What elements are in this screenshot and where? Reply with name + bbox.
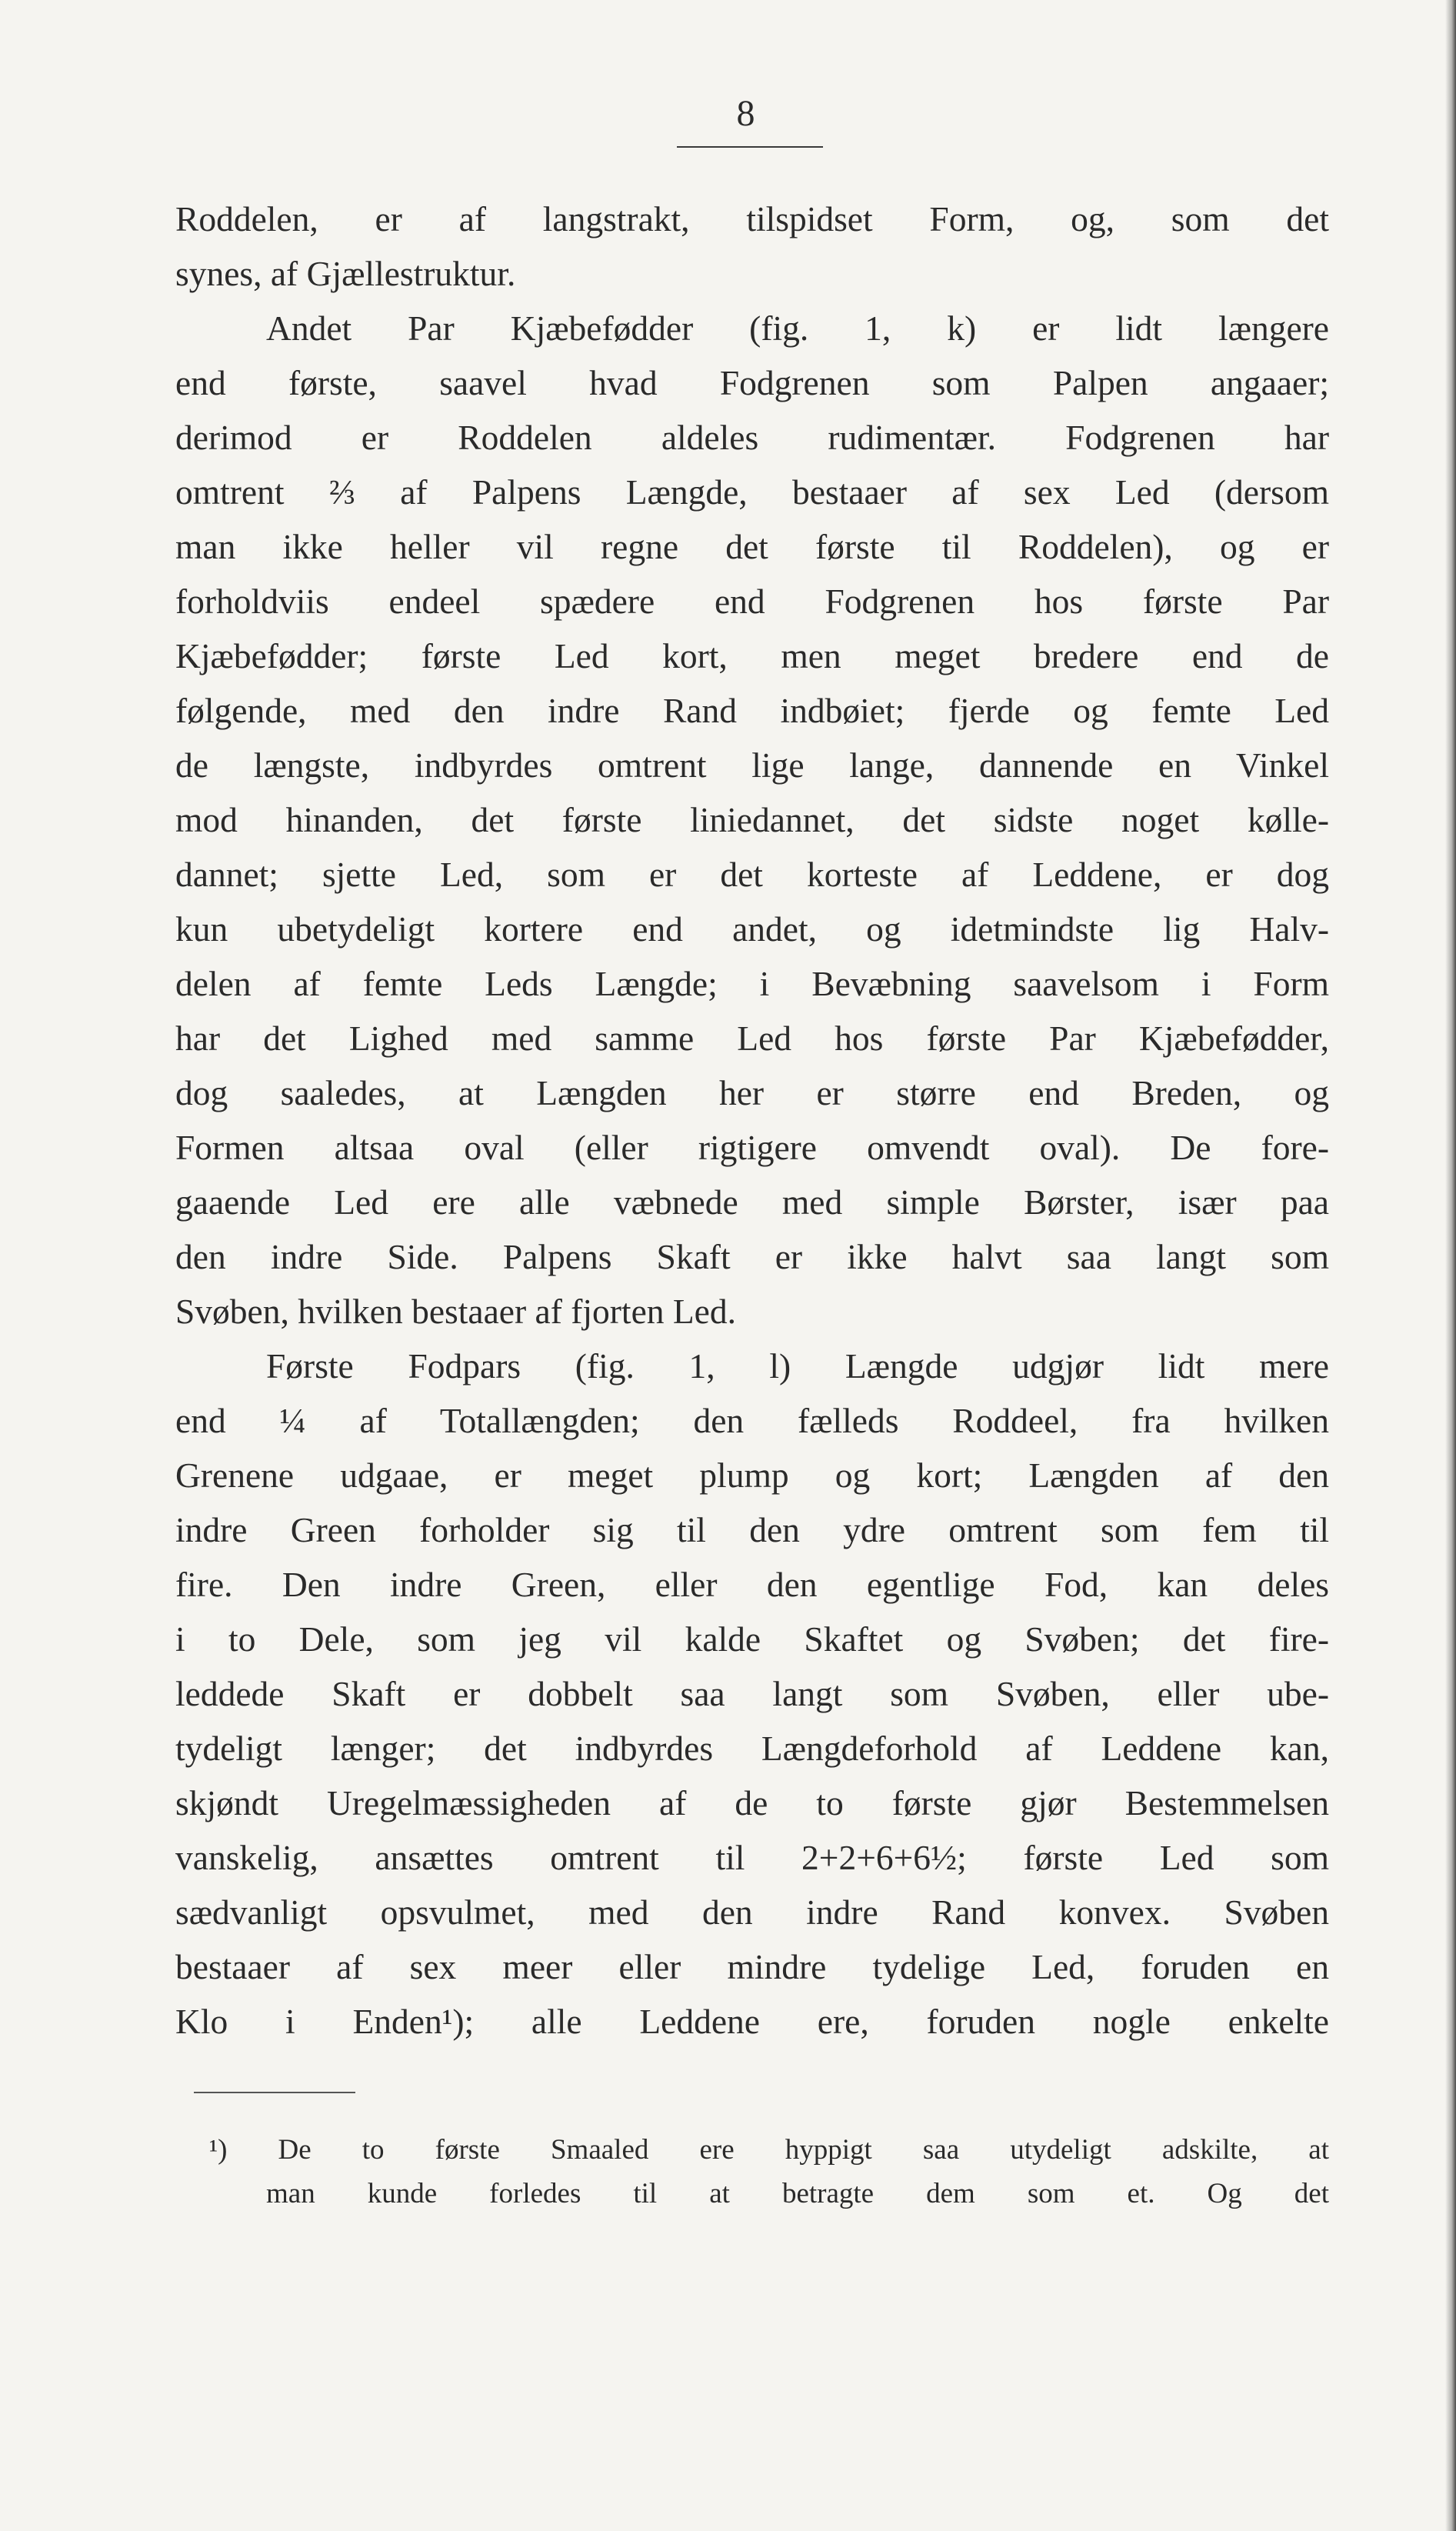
text-line: har det Lighed med samme Led hos første Par Kjæbefødder,	[175, 1019, 1329, 1058]
text-line: dannet; sjette Led, som er det korteste af Leddene, er dog	[175, 855, 1329, 894]
footnote-line: man kunde forledes til at betragte dem som et. Og det	[266, 2178, 1329, 2209]
text-line: vanskelig, ansættes omtrent til 2+2+6+6½; første Led som	[175, 1838, 1329, 1877]
body-text	[175, 192, 1329, 2049]
text-line: forholdviis endeel spædere end Fodgrenen hos første Par	[175, 582, 1329, 621]
text-line: Grenene udgaae, er meget plump og kort; Længden af den	[175, 1456, 1329, 1495]
text-line: man ikke heller vil regne det første til Roddelen), og er	[175, 527, 1329, 566]
text-line: Første Fodpars (fig. 1, l) Længde udgjør lidt mere	[266, 1346, 1329, 1386]
text-line: den indre Side. Palpens Skaft er ikke halvt saa langt som	[175, 1237, 1329, 1276]
text-line: følgende, med den indre Rand indbøiet; fjerde og femte Led	[175, 691, 1329, 730]
footnote-line: ¹) De to første Smaaled ere hyppigt saa utydeligt adskilte, at	[209, 2134, 1329, 2166]
text-line: delen af femte Leds Længde; i Bevæbning saavelsom i Form	[175, 964, 1329, 1003]
text-line: omtrent ⅔ af Palpens Længde, bestaaer af sex Led (dersom	[175, 472, 1329, 512]
text-line: i to Dele, som jeg vil kalde Skaftet og Svøben; det fire-	[175, 1619, 1329, 1659]
text-line: sædvanligt opsvulmet, med den indre Rand konvex. Svøben	[175, 1892, 1329, 1932]
text-line: end første, saavel hvad Fodgrenen som Palpen angaaer;	[175, 363, 1329, 402]
text-line: bestaaer af sex meer eller mindre tydelige Led, foruden en	[175, 1947, 1329, 1986]
footnote	[175, 2128, 1329, 2216]
text-line: de længste, indbyrdes omtrent lige lange, dannende en Vinkel	[175, 745, 1329, 785]
text-line: leddede Skaft er dobbelt saa langt som Svøben, eller ube-	[175, 1674, 1329, 1713]
text-line: end ¼ af Totallængden; den fælleds Roddeel, fra hvilken	[175, 1401, 1329, 1440]
text-line: dog saaledes, at Længden her er større end Breden, og	[175, 1073, 1329, 1112]
text-line: gaaende Led ere alle væbnede med simple Børster, især paa	[175, 1182, 1329, 1222]
text-line: skjøndt Uregelmæssigheden af de to første gjør Bestemmelsen	[175, 1783, 1329, 1822]
text-line: mod hinanden, det første liniedannet, det sidste noget kølle-	[175, 800, 1329, 839]
page-number-rule	[677, 146, 823, 148]
text-line: Andet Par Kjæbefødder (fig. 1, k) er lidt længere	[266, 308, 1329, 348]
page-number: 8	[736, 93, 756, 134]
text-line: Klo i Enden¹); alle Leddene ere, foruden nogle enkelte	[175, 2002, 1329, 2041]
text-line: Roddelen, er af langstrakt, tilspidset Form, og, som det	[175, 199, 1329, 238]
text-line: derimod er Roddelen aldeles rudimentær. Fodgrenen har	[175, 418, 1329, 457]
text-line: tydeligt længer; det indbyrdes Længdeforhold af Leddene kan,	[175, 1729, 1329, 1768]
footnote-rule	[194, 2092, 355, 2093]
text-line: fire. Den indre Green, eller den egentlige Fod, kan deles	[175, 1565, 1329, 1604]
text-line: indre Green forholder sig til den ydre omtrent som fem til	[175, 1510, 1329, 1549]
text-line: synes, af Gjællestruktur.	[175, 254, 516, 293]
text-line: kun ubetydeligt kortere end andet, og idetmindste lig Halv-	[175, 909, 1329, 949]
text-line: Kjæbefødder; første Led kort, men meget bredere end de	[175, 636, 1329, 675]
text-line: Formen altsaa oval (eller rigtigere omvendt oval). De fore-	[175, 1128, 1329, 1167]
text-line: Svøben, hvilken bestaaer af fjorten Led.	[175, 1292, 736, 1331]
page-edge-shadow	[1445, 0, 1456, 2531]
